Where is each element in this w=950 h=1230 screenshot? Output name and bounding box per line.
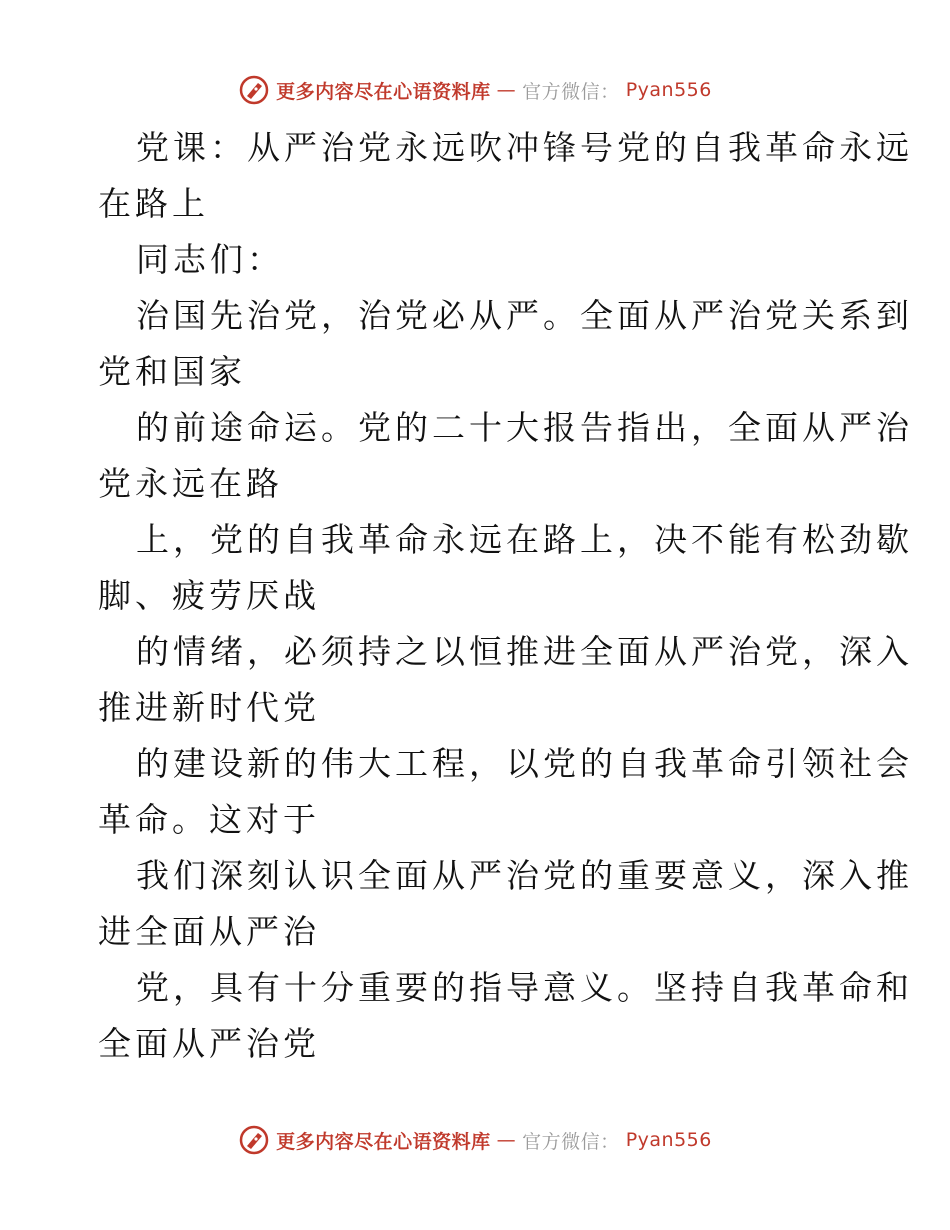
paragraph-line: 党，具有十分重要的指导意义。坚持自我革命和 <box>136 968 913 1007</box>
paragraph-line: 我们深刻认识全面从严治党的重要意义，深入推 <box>136 856 913 895</box>
paragraph-line: 党永远在路 <box>98 464 283 503</box>
document-body <box>98 120 913 1072</box>
banner-label: 官方微信： <box>522 80 620 103</box>
paragraph-line: 党和国家 <box>98 352 246 391</box>
paragraph-line: 的情绪，必须持之以恒推进全面从严治党，深入 <box>136 632 913 671</box>
paragraph-line: 全面从严治党 <box>98 1024 320 1063</box>
paragraph-line: 的前途命运。党的二十大报告指出，全面从严治 <box>136 408 913 447</box>
paragraph-line: 上，党的自我革命永远在路上，决不能有松劲歇 <box>136 520 913 559</box>
paragraph-line: 的建设新的伟大工程，以党的自我革命引领社会 <box>136 744 913 783</box>
paragraph-line: 革命。这对于 <box>98 800 320 839</box>
paragraph-line: 推进新时代党 <box>98 688 320 727</box>
footer-banner-content <box>238 1124 712 1156</box>
paragraph-line: 进全面从严治 <box>98 912 320 951</box>
header-banner-content <box>238 74 712 106</box>
banner-brand-text: 更多内容尽在心语资料库 <box>276 1130 491 1153</box>
title-line-2: 在路上 <box>98 184 209 223</box>
pen-nib-icon <box>238 74 270 106</box>
header-banner <box>0 70 950 110</box>
pen-nib-icon <box>238 1124 270 1156</box>
footer-banner <box>0 1120 950 1160</box>
salutation: 同志们： <box>136 240 284 279</box>
title-line-1: 党课：从严治党永远吹冲锋号党的自我革命永远 <box>136 128 913 167</box>
paragraph-line: 治国先治党，治党必从严。全面从严治党关系到 <box>136 296 913 335</box>
banner-account: Pyan556 <box>625 79 712 101</box>
banner-account: Pyan556 <box>625 1129 712 1151</box>
banner-dash: — <box>496 1129 517 1151</box>
banner-label: 官方微信： <box>522 1130 620 1153</box>
banner-dash: — <box>496 79 517 101</box>
banner-brand-text: 更多内容尽在心语资料库 <box>276 80 491 103</box>
paragraph-line: 脚、疲劳厌战 <box>98 576 320 615</box>
